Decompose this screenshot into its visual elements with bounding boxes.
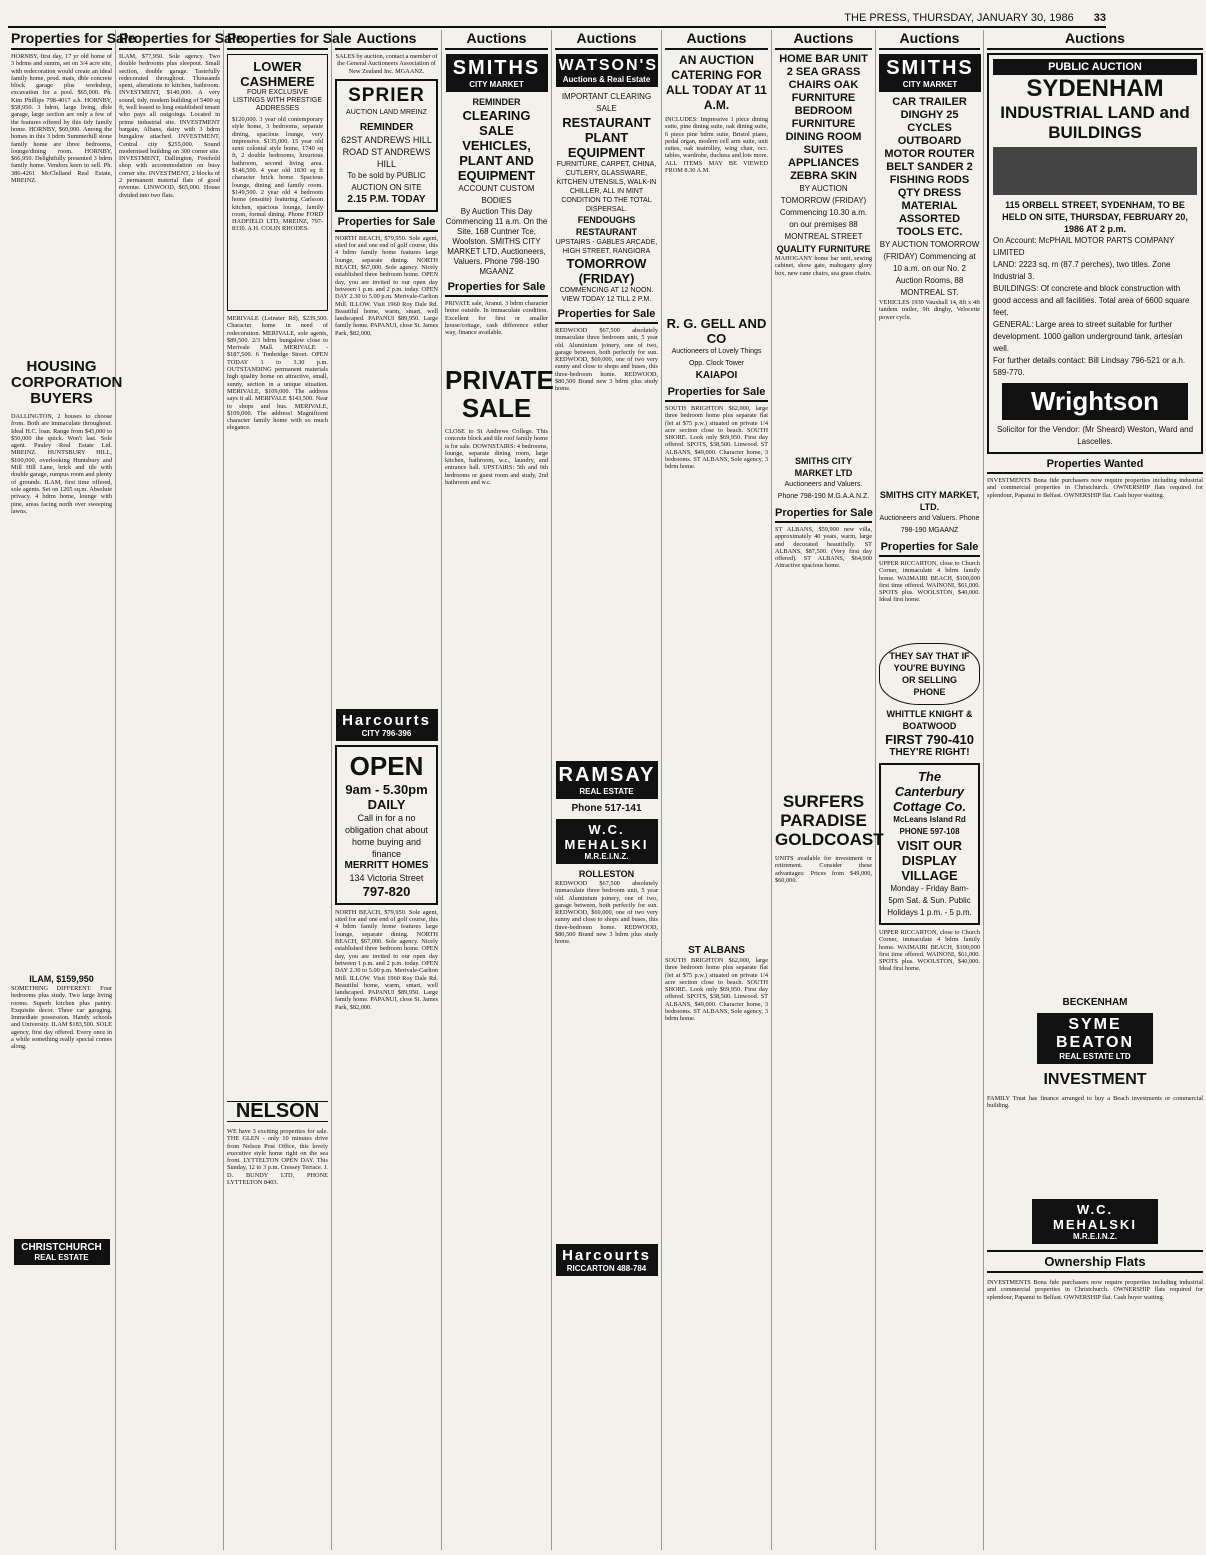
ad-call: Call in for a no obligation chat about home buying and finance: [344, 812, 429, 859]
cottage-co-ad: [879, 763, 980, 925]
column-heading: Properties for Sale: [775, 507, 872, 523]
classified-text: REDWOOD $67,500 absolutely immaculate three bedroom unit, 5 year old. Aluminium joinery, one of two, garage between, both perfectly for sun. REDWOOD, $69,000, one of two very sunny and close to shops and buses, this three-bedroom home. REDWOOD, $80,500 Brand new 3 bdrm plus study home.: [555, 327, 658, 393]
wrightson-logo: [1002, 383, 1188, 420]
auction-ad: [335, 79, 438, 212]
cottage-hours: Monday - Friday 8am-5pm Sat. & Sun. Public Holidays 1 p.m. - 5 p.m.: [887, 884, 972, 917]
column-heading: Auctions: [445, 30, 548, 50]
column-3: [224, 30, 352, 1550]
reminder-label: REMINDER: [359, 121, 414, 133]
column-4: [332, 30, 442, 1550]
auction-lot: To be sold by PUBLIC AUCTION ON SITE: [347, 170, 426, 192]
classified-text: NORTH BEACH, $79,950. Sole agent, sited for and one end of golf course, this 4 bdrm family home features large lounge, separate dining. NORTH BEACH, $67,000. Sole agency. Nicely established three bedroom home. OPEN day, you are invited to our open day between 1 p.m. and 2 p.m. today. OPEN DAY 2.30 to 5.00 p.m. Merivale-Carlton Mill. ILLOW. Visit 1960 Roy Dale Rd. Beautiful home, warm, smart, well landscaped. PAPANUI $89,950. Large family home. PAPANUI, close St. James Park, $82,000.: [335, 908, 438, 1011]
sale-subtitle: IMPORTANT CLEARING SALE: [561, 92, 652, 113]
syme-beaton-logo: [1037, 1013, 1153, 1064]
classified-text: SOUTH BRIGHTON $62,000, large three bedroom home plus separate flat (let at $75 p.w.) situated on private 1/4 acre section close to beach. SOUTH SHORE. Look only $69,950. First day offered. SPOTS, $38,500. Linwood. ST ALBANS, $49,000. Character home, 3 bedrooms. ST ALBANS, Sole agency, 3 bdrm home.: [665, 405, 768, 471]
auction-time: 2.15 P.M. TODAY: [347, 193, 426, 205]
classified-text: INVESTMENTS Bona fide purchasers now require properties including industrial and commercial properties in Christchurch. OWNERSHIP flats required for splendour, Papanui to Belfast. OWNERSHIP flat. Cash buyer waiting.: [987, 1279, 1203, 1301]
ownership-flats-heading: Ownership Flats: [987, 1250, 1203, 1273]
column-6: [552, 30, 662, 1550]
classified-text: UNITS available for investment or retirement. Consider these advantages: Prices from $49,000, $60,000.: [775, 855, 872, 884]
classified-text: WE have 3 exciting properties for sale. THE GLEN - only 10 minutes drive from Nelson Post Office, this lovely executive style home right on the sea front. LYTTELTON OPEN DAY. This Sunday, 12 to 3 p.m. Cressey Terrace. J. D. BUNDY LTD, PHONE LYTTELTON 8403.: [227, 1128, 328, 1187]
classified-text: ILAM, $77,950. Sole agency. Two double bedrooms plus sleepout. Small section, double garage. Tastefully redecorated throughout. Thousands spent, alterations to kitchen, bathroom. INVESTMENT, $140,000. A very sound, tidy, modern building of 5400 sq ft, well leased to long established tenant who pays all outgoings. Located in prime industrial site. INVESTMENT bargain, Albans, dairy with 3 bdrm bungalow attached. INVESTMENT, Central city $255,000. Sound modernised building on 300 corner site. INVESTMENT, Dallington, Freehold shop with accommodation on busy corner site. INVESTMENT, 2 blocks of 2 permanent material flats of good revenue. LINWOOD, $65,000. House divided into two flats.: [119, 53, 220, 199]
building-photo: [993, 147, 1197, 195]
classified-text: DALLINGTON, 2 houses to choose from. Both are immaculate throughout. Ideal H.C. loan. Range from $45,000 to $50,000 the quick. Won't last. Sole agent. Pauley Real Estate Ltd. MREINZ. HUNTSBURY HILL, $100,000, overlooking Huntsbury and Mill Hill Lane, brick and tile with double garage, rumpus room and plenty of grounds. ILAM, first time offered, sole agents. Set on 1265 sq.m. Absolute privacy. 4 bdrm home, lounge with pine, areas facing north over sweeping lawns.: [11, 413, 112, 515]
cottage-address: McLeans Island Rd PHONE 597-108: [893, 815, 966, 836]
brand-name: W.C. MEHALSKI: [564, 822, 649, 852]
sale-account: ACCOUNT CUSTOM BODIES: [458, 184, 535, 205]
nelson-heading: NELSON: [227, 1101, 328, 1122]
brand-sub: REAL ESTATE: [579, 787, 634, 796]
column-heading: Properties for Sale: [879, 541, 980, 557]
mehalski-logo: [556, 819, 658, 864]
ad-text: $120,000. 3 year old contemporary style home, 3 bedrooms, separate dining, spacious lounge, very impressive. $135,000. 15 year old semi colonial style home, 1740 sq ft, 2 double bedrooms, luxurious bathroom, second living area. $146,500. 4 year old 1830 sq ft character brick home. Spacious lounge, dining and family room. $149,500. 2 year old 4 bedroom home (ensuite) featuring Carlsson kitchen, spacious lounge, family room, formal dining. Phone FORD HADFIELD LTD, MREINZ, 797-8330. A.H. COLIN RHODES.: [232, 116, 323, 233]
classified-text: REDWOOD $67,500 absolutely immaculate three bedroom unit, 5 year old. Aluminium joinery, one of two, garage between, both perfectly for sun. REDWOOD, $69,000, one of two very sunny and close to shops and buses, this three-bedroom home. REDWOOD, $80,500 Brand new 3 bdrm plus study home.: [555, 880, 658, 946]
auction-title: AN AUCTION CATERING FOR ALL TODAY AT 11 A.M.: [666, 53, 767, 112]
sale-time: COMMENCING AT 12 NOON. VIEW TODAY 12 TILL 2 P.M.: [559, 287, 654, 303]
classified-text: UPPER RICCARTON, close to Church Corner, immaculate 4 bdrm family home. WAIMAIRI BEACH, $100,000 first time offered. WAINONI, $61,000. SPOTS plus. WOOLSTON, $40,000. Ideal first home.: [879, 560, 980, 604]
housing-corporation-heading: HOUSING CORPORATION BUYERS: [11, 358, 123, 407]
brand-sub: M.R.E.I.N.Z.: [1073, 1232, 1117, 1241]
ad-general: GENERAL: Large area to street suitable for further development. 1000 gallon underground tank, artesian well.: [993, 320, 1183, 353]
ad-subtitle: FOUR EXCLUSIVE LISTINGS WITH PRESTIGE ADDRESSES: [232, 89, 323, 112]
brand-name: Wrightson: [1030, 386, 1160, 416]
ad-brand: MERRITT HOMES: [344, 859, 429, 871]
watsons-logo: [556, 54, 658, 87]
harcourts-logo: [336, 709, 438, 741]
column-heading: Properties for Sale: [119, 30, 220, 50]
auction-brand: SPRIER: [348, 84, 425, 106]
brand-name: Harcourts: [562, 1247, 651, 1264]
bubble-text: THEY SAY THAT IF YOU'RE BUYING OR SELLING PHONE: [889, 651, 970, 697]
agency-name: WHITTLE KNIGHT & BOATWOOD: [886, 709, 973, 731]
investment-heading: INVESTMENT: [1043, 1071, 1147, 1088]
auction-items: HOME BAR UNIT 2 SEA GRASS CHAIRS OAK FURNITURE BEDROOM FURNITURE DINING ROOM SUITES APPLIANCES ZEBRA SKIN: [779, 53, 868, 182]
brand-name: SYME BEATON: [1055, 1016, 1135, 1051]
auction-text: MAHOGANY home bar unit, sewing cabinet, show gate, mahogany glory box, new cane chairs, sea grass chairs.: [775, 255, 872, 277]
column-8: [772, 30, 884, 1550]
column-5: [442, 30, 552, 1550]
town-heading: BECKENHAM: [1062, 997, 1128, 1008]
column-heading: Auctions: [879, 30, 980, 50]
auction-notice: SALES by auction, contact a member of the General Auctioneers Association of New Zealand Inc. MGAANZ.: [335, 53, 438, 75]
town-heading: ST ALBANS: [688, 945, 745, 956]
column-heading: Properties for Sale: [665, 386, 768, 402]
sale-address: UPSTAIRS - GABLES ARCADE, HIGH STREET, RANGIORA: [555, 239, 658, 255]
column-2: [116, 30, 244, 1550]
ad-title: INDUSTRIAL LAND and BUILDINGS: [1000, 103, 1190, 142]
ad-phone: 797-820: [362, 883, 411, 899]
brand-sub: M.R.E.I.N.Z.: [584, 852, 629, 861]
ad-account: On Account: McPHAIL MOTOR PARTS COMPANY LIMITED: [993, 236, 1175, 257]
smiths-logo: [879, 54, 981, 92]
auctioneer-name: SMITHS CITY MARKET LTD: [794, 456, 853, 478]
column-heading: Properties for Sale: [227, 30, 328, 50]
agency-logo: CHRISTCHURCH REAL ESTATE: [14, 1239, 110, 1265]
brand-sub: AUCTION LAND MREINZ: [346, 108, 427, 116]
column-heading: Properties Wanted: [987, 458, 1203, 474]
harcourts-logo: [556, 1244, 658, 1276]
reminder-label: REMINDER: [472, 97, 521, 107]
ilam-heading: ILAM, $159,950: [29, 974, 94, 984]
ad-contact: For further details contact: Bill Lindsay 796-521 or a.h. 589-770.: [993, 356, 1186, 377]
column-1: [8, 30, 136, 1550]
auction-when: BY AUCTION TOMORROW (FRIDAY) Commencing 10.30 a.m. on our premises 88 MONTREAL STREET: [779, 184, 868, 241]
classified-text: NORTH BEACH, $79,950. Sole agent, sited for and one end of golf course, this 4 bdrm family home features large lounge, separate dining. NORTH BEACH, $67,000. Sole agency. Nicely established three bedroom home. OPEN day, you are invited to our open day between 1 p.m. and 2 p.m. today. OPEN DAY 2.30 to 5.00 p.m. Merivale-Carlton Mill. ILLOW. Visit 1960 Roy Dale Rd. Beautiful home, warm, smart, well landscaped. PAPANUI $89,950. Large family home. PAPANUI, close St. James Park, $82,000.: [335, 234, 438, 337]
brand-phone: RICCARTON 488-784: [566, 1264, 647, 1273]
ad-town: SYDENHAM: [1026, 75, 1164, 102]
classified-text: INVESTMENTS Bona fide purchasers now require properties including industrial and commercial properties in Christchurch. OWNERSHIP flats required for splendour, Papanui to Belfast. OWNERSHIP flat. Cash buyer waiting.: [987, 477, 1203, 499]
column-heading: Properties for Sale: [335, 216, 438, 232]
column-10: [984, 30, 1206, 1550]
classified-text: SOUTH BRIGHTON $62,000, large three bedroom home plus separate flat (let at $75 p.w.) situated on private 1/4 acre section close to beach. SOUTH SHORE. Look only $69,950. First day offered. SPOTS, $38,500. Linwood. ST ALBANS, $49,000. Character home, 3 bedrooms. ST ALBANS, Sole agency, 3 bdrm home.: [665, 957, 768, 1023]
ad-buildings: BUILDINGS: Of concrete and block construction with good access and all facilities. Total area of 6600 square feet.: [993, 284, 1190, 317]
brand-name: RAMSAY: [558, 764, 656, 786]
brand-phone: Phone 517-141: [571, 803, 642, 814]
column-heading: Properties for Sale: [445, 281, 548, 297]
column-7: [662, 30, 772, 1550]
auction-when: BY AUCTION TOMORROW (FRIDAY) Commencing at 10 a.m. on our No. 2 Auction Rooms, 88 MONTREAL ST.: [879, 240, 980, 297]
smiths-logo: [446, 54, 548, 92]
brand-phone: CITY 796-396: [361, 728, 412, 738]
auction-items: CAR TRAILER DINGHY 25 CYCLES OUTBOARD MOTOR ROUTER BELT SANDER 2 FISHING RODS QTY DRESS MATERIAL ASSORTED TOOLS ETC.: [884, 96, 975, 238]
sale-title: RESTAURANT PLANT EQUIPMENT: [562, 115, 651, 160]
sale-when: TOMORROW (FRIDAY): [566, 256, 647, 286]
column-heading: Properties for Sale: [555, 308, 658, 324]
page-header: [8, 4, 1106, 28]
agency-phone: FIRST 790-410: [885, 732, 974, 747]
ad-address: 115 ORBELL STREET, SYDENHAM, TO BE HELD ON SITE, THURSDAY, FEBRUARY 20, 1986 AT 2 p.m.: [1002, 200, 1188, 234]
auctioneer-sub: Auctioneers and Valuers. Phone 798-190 M.G.A.A.N.Z.: [777, 481, 870, 500]
brand-sub: CITY MARKET: [902, 80, 958, 89]
column-9: [876, 30, 984, 1550]
brand-name: SMITHS: [886, 57, 974, 79]
brand-name: WATSON'S: [558, 57, 659, 74]
brand-sub: Auctions & Real Estate: [562, 75, 651, 84]
page-columns: [8, 30, 1203, 1550]
sale-venue: FENDOUGHS RESTAURANT: [575, 215, 638, 237]
column-heading: Auctions: [987, 30, 1203, 50]
merritt-homes-ad: [335, 745, 438, 905]
classified-text: FAMILY Trust has finance arranged to buy a Beach investments or commercial building.: [987, 1095, 1203, 1110]
column-heading: Properties for Sale: [11, 30, 112, 50]
brand-name: W.C. MEHALSKI: [1053, 1202, 1137, 1232]
classified-text: MERIVALE (Leinster Rd), $239,500. Character home in need of redecoration. MERIVALE, sole agents, $89,500. 2/3 bdrm bungalow close to Merivale Mall. MERIVALE - $187,500. 6 Tonbridge Street. OPEN TODAY 1 to 3.30 p.m. OUTSTANDING permanent materials high quality home on attractive, small, sunny, section in a unique situation. MERIVALE, $109,000. The address says it all. MERIVALE $143,500. Near to shops and bus. MERIVALE, $109,000. The address! Magnificent character family home with so much elegance.: [227, 315, 328, 432]
column-heading: Auctions: [775, 30, 872, 50]
auction-town: KAIAPOI: [695, 370, 738, 381]
classified-text: SOMETHING DIFFERENT. Four bedrooms plus study. Two large living rooms. Superb kitchen plus pantry. Exquisite decor. Three car garaging. Immediate possession. Handy schools and University. ILAM $183,500. SOLE agency, first day offered. Every once in a while something really special comes along.: [11, 985, 112, 1051]
ad-address: 134 Victoria Street: [349, 872, 424, 883]
sale-list: FURNITURE, CARPET, CHINA, CUTLERY, GLASSWARE, KITCHEN UTENSILS, WALK-IN CHILLER, ALL IN MINT CONDITION TO THE TOTAL DISPERSAL.: [556, 161, 657, 213]
cottage-visit: VISIT OUR DISPLAY VILLAGE: [896, 838, 962, 883]
brand-sub: REAL ESTATE LTD: [1059, 1052, 1131, 1061]
brand-name: SMITHS: [452, 57, 541, 79]
agency-tagline: THEY'RE RIGHT!: [889, 747, 970, 758]
column-heading: Auctions: [555, 30, 658, 50]
open-hours: 9am - 5.30pm DAILY: [345, 781, 428, 812]
auction-text: INCLUDES: Impressive 1 piece dining suite, pine dining suite, oak dining suite, 6 piece pine bdrm suite, Bristol piano, pedal organ, modern cell arm suite, unit suites, oak teatrolley, wing chair, occ. tables, wardrobe, duchess and lots more. ALL ITEMS MAY BE VIEWED FROM 8.30 A.M.: [665, 116, 768, 175]
ad-title: LOWER CASHMERE: [240, 59, 315, 89]
mehalski-logo: [1032, 1199, 1158, 1244]
classified-text: UPPER RICCARTON, close to Church Corner, immaculate 4 bdrm family home. WAIMAIRI BEACH, $100,000 first time offered. WAINONI, $61,000. SPOTS plus. WOOLSTON, $40,000. Ideal first home.: [879, 929, 980, 973]
auction-quality: QUALITY FURNITURE: [776, 244, 871, 254]
speech-bubble: [879, 643, 980, 705]
auctioneer-sub: Auctioneers and Valuers. Phone 798-190 MGAANZ: [879, 515, 980, 534]
sydenham-auction-ad: [987, 53, 1203, 454]
auctioneer-name: R. G. GELL AND CO: [666, 316, 767, 346]
classified-text: ST ALBANS, $59,900 new villa, approximately 40 years, warm, large and decorated beautifully. ST ALBANS, $87,500. (Very first day offered). ST ALBANS, $64,000 Attractive spacious home.: [775, 526, 872, 570]
ramsay-logo: [556, 761, 658, 799]
ad-land: LAND: 2223 sq. m (87.7 perches), two titles. Zone Industrial 3.: [993, 260, 1171, 281]
ad-solicitor: Solicitor for the Vendor: (Mr Sheard) Weston, Ward and Lascelles.: [996, 425, 1194, 446]
auction-address: 62ST ANDREWS HILL ROAD ST ANDREWS HILL: [341, 134, 432, 169]
ad-banner: PUBLIC AUCTION: [993, 59, 1197, 75]
auctioneer-sub: Auctioneers of Lovely Things Opp. Clock Tower: [671, 348, 762, 367]
column-heading: Auctions: [335, 30, 438, 50]
private-sale-heading: PRIVATE SALE: [445, 365, 554, 423]
surfers-paradise-heading: SURFERS PARADISE GOLDCOAST: [775, 792, 884, 849]
brand-sub: CITY MARKET: [469, 80, 524, 89]
sale-details: By Auction This Day Commencing 11 a.m. On the Site, 168 Cuntner Tce, Woolston. SMITHS CITY MARKET LTD, Auctioneers, Valuers. Phone 798-190 MGAANZ: [445, 207, 548, 276]
cottage-brand: The Canterbury Cottage Co.: [893, 769, 966, 814]
classified-text: HORNBY, first day, 17 yr old home of 3 bdrms and sunrm, set on 3/4 acre site, with redecoration would create an ideal family home, prod. mats, dble concrete block garage plus workshop, excavation for a pool. $65,000. Ph. Kim Phillips 798-4017 a.h. HORNBY, $58,950. 3 bdrm, large living, dble garage, large section are only a few of the features offered by this tidy family home. HORNBY, $60,000. Among the homes in this 3 bdrm Summerhill stone family home are three bedrooms, lounge/dining room. HORNBY, $66,950. Delightfully presented 3 bdrm family home. Vendors keen to sell. Ph. 386-4261 McClelland Real Estate, MREINZ.: [11, 53, 112, 185]
lower-cashmere-ad: [227, 54, 328, 311]
auctioneer-name: SMITHS CITY MARKET, LTD.: [879, 490, 980, 512]
column-heading: Auctions: [665, 30, 768, 50]
classified-text: CLOSE to St Andrews College. This concrete block and tile roof family home is for sale. DOWNSTAIRS: 4 bedrooms, lounge, separate dining room, large kitchen, bathroom, w.c., laundry, and entrance hall. UPSTAIRS: 5th and 6th bedrooms or guest room and study, 2nd bathroom and w.c.: [445, 428, 548, 487]
page-number: 33: [1093, 12, 1106, 24]
sale-title: CLEARING SALE VEHICLES, PLANT AND EQUIPMENT: [457, 108, 536, 183]
newspaper-title: THE PRESS, THURSDAY, JANUARY 30, 1986: [844, 12, 1074, 24]
town-heading: ROLLESTON: [578, 869, 635, 879]
open-label: OPEN: [349, 750, 424, 781]
auction-text: VEHICLES 1930 Vauxhall 14, 8ft x 4ft tandem trailer, 9ft dinghy, Velocette power cycle.: [879, 299, 980, 321]
brand-name: Harcourts: [342, 711, 431, 729]
classified-text: PRIVATE sale, Aranui. 3 bdrm character home outside. In immaculate condition. Excellent for first or smaller house/cottage, cash difference either way, finance available.: [445, 300, 548, 337]
